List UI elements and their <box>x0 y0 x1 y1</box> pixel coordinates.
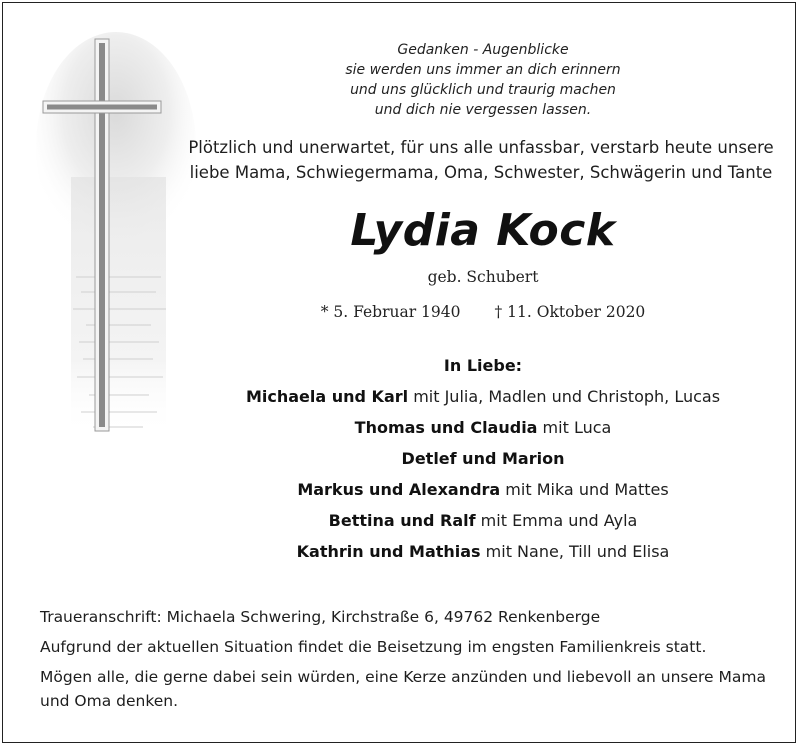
announcement <box>175 135 787 185</box>
mourner-row: Thomas und Claudia mit Luca <box>354 418 612 437</box>
poem-line: sie werden uns immer an dich erinnern <box>345 62 621 78</box>
announcement-line: liebe Mama, Schwiegermama, Oma, Schwester, Schwägerin und Tante <box>189 163 773 182</box>
mourning-address: Traueranschrift: Michaela Schwering, Kirchstraße 6, 49762 Renkenberge <box>40 608 601 626</box>
funeral-notice: Aufgrund der aktuellen Situation findet die Beisetzung im engsten Familienkreis statt. <box>40 638 707 656</box>
mourners-list <box>203 350 763 567</box>
mourners-heading: In Liebe: <box>443 356 523 375</box>
mourner-row: Markus und Alexandra mit Mika und Mattes <box>297 480 669 499</box>
mourner-row: Bettina und Ralf mit Emma und Ayla <box>328 511 638 530</box>
poem-line: Gedanken - Augenblicke <box>397 42 569 58</box>
mourner-row: Detlef und Marion <box>401 449 565 468</box>
poem <box>303 40 663 120</box>
mourner-row: Kathrin und Mathias mit Nane, Till und Elisa <box>296 542 670 561</box>
birth-date: * 5. Februar 1940 <box>320 303 461 321</box>
footer-notes <box>40 605 780 719</box>
poem-line: und dich nie vergessen lassen. <box>374 102 592 118</box>
death-date: † 11. Oktober 2020 <box>494 303 646 321</box>
announcement-line: Plötzlich und unerwartet, für uns alle unfassbar, verstarb heute unsere <box>188 138 774 157</box>
obituary-frame <box>2 2 796 743</box>
mourner-row: Michaela und Karl mit Julia, Madlen und Christoph, Lucas <box>245 387 721 406</box>
cross-icon <box>31 27 201 447</box>
poem-line: und uns glücklich und traurig machen <box>350 82 616 98</box>
life-dates <box>283 301 683 323</box>
deceased-name: Lydia Kock <box>350 205 616 256</box>
candle-request: Mögen alle, die gerne dabei sein würden, eine Kerze anzünden und liebevoll an unsere Mama und Oma denken. <box>40 668 766 710</box>
maiden-name: geb. Schubert <box>427 268 539 286</box>
